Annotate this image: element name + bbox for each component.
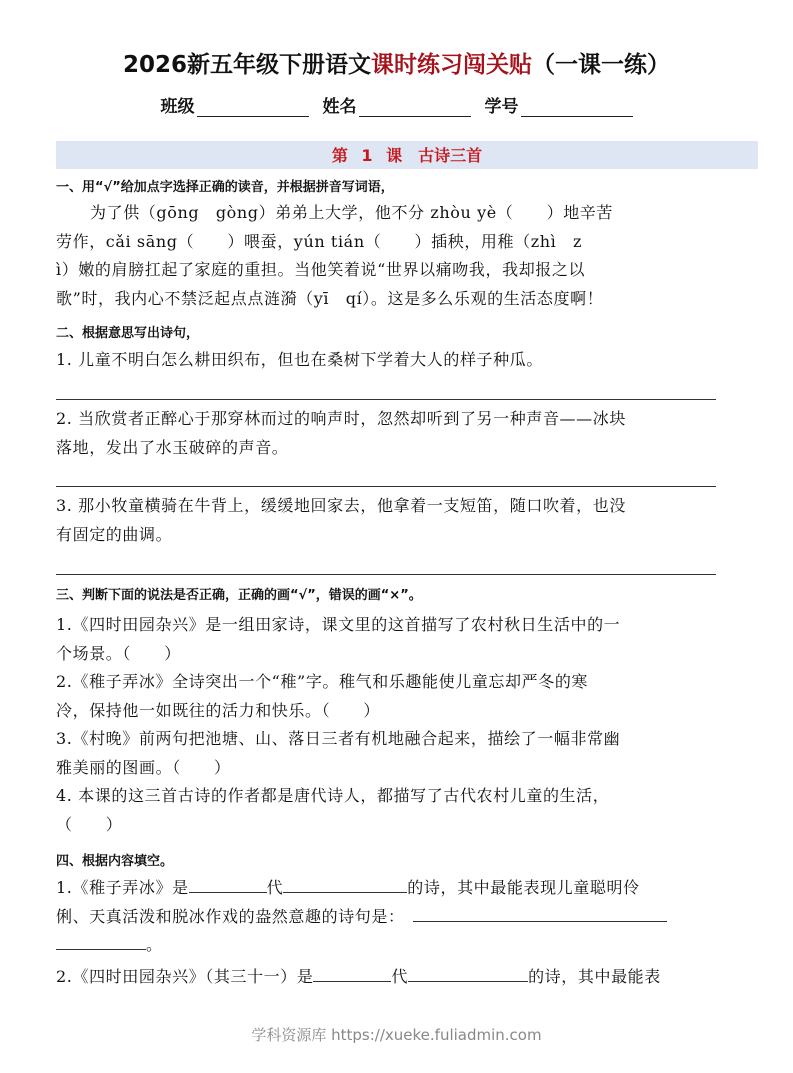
answer-line-3[interactable]: [56, 574, 716, 575]
answer-line-2[interactable]: [56, 486, 716, 487]
item-text: 3. 那小牧童横骑在牛背上，缓缓地回家去，他拿着一支短笛，随口吹着，也没: [56, 496, 626, 515]
item-text: 2. 当欣赏者正醉心于那穿林而过的响声时，忽然却听到了另一种声音——冰块: [56, 409, 626, 428]
item-text: 1.《四时田园杂兴》是一组田家诗，课文里的这首描写了农村秋日生活中的一: [56, 615, 621, 634]
item-text: 1. 儿童不明白怎么耕田织布，但也在桑树下学着大人的样子种瓜。: [56, 350, 543, 369]
paragraph-line: 歌”时，我内心不禁泛起点点涟漪（yī qí）。这是多么乐观的生活态度啊！: [56, 288, 604, 308]
section4-heading: 四、根据内容填空。: [56, 854, 174, 869]
section2-heading: 二、根据意思写出诗句，: [56, 326, 200, 341]
title-suffix: （一课一练）: [532, 52, 670, 78]
judge-item-4: [56, 782, 746, 839]
paragraph-line: 为了供（gōng gòng）弟弟上大学，他不分 zhòu yè（ ）地辛苦: [90, 203, 613, 222]
item-text: （ ）: [56, 814, 123, 834]
text-segment: 代: [266, 878, 284, 897]
footer-watermark: 学科资源库 https://xueke.fuliadmin.com: [251, 1026, 542, 1044]
section3-heading: 三、判断下面的说法是否正确，正确的画“√”，错误的画“×”。: [56, 588, 422, 603]
fill-line: [56, 903, 746, 932]
text-segment: 的诗，其中最能表: [528, 967, 661, 986]
item-text: 个场景。（ ）: [56, 643, 181, 663]
text-segment: 1.《稚子弄冰》是: [56, 878, 189, 897]
dynasty-blank[interactable]: [313, 963, 391, 982]
title-highlight: 课时练习闯关贴: [371, 52, 532, 78]
section4-item-1: [56, 874, 746, 960]
item-text: 冷，保持他一如既往的活力和快乐。（ ）: [56, 700, 381, 720]
text-segment: 2.《四时田园杂兴》（其三十一）是: [56, 967, 314, 986]
section3-items: [56, 611, 746, 839]
item-text: 2.《稚子弄冰》全诗突出一个“稚”字。稚气和乐趣能使儿童忘却严冬的寒: [56, 672, 589, 691]
judge-item-3: [56, 725, 746, 782]
paragraph-line: ì）嫩的肩膀扛起了家庭的重担。当他笑着说“世界以痛吻我，我却报之以: [56, 260, 586, 279]
verse-blank-cont[interactable]: [56, 931, 146, 950]
section1-paragraph: [56, 199, 746, 313]
name-label: 姓名: [322, 97, 357, 117]
class-input-line[interactable]: [197, 98, 309, 117]
item-text: 有固定的曲调。: [56, 524, 173, 544]
judge-item-1: [56, 611, 746, 668]
class-field: [161, 92, 309, 117]
student-id-label: 学号: [484, 97, 519, 117]
name-field: [323, 92, 471, 117]
fill-line: [56, 963, 746, 992]
class-label: 班级: [160, 97, 195, 117]
student-info-row: [0, 92, 793, 117]
paragraph-line: 劳作，cǎi sāng（ ）喂蚕，yún tián（ ）插秧，用稚（zhì z: [56, 231, 583, 251]
page-title: [0, 46, 793, 79]
text-segment: 俐、天真活泼和脱冰作戏的盎然意趣的诗句是：: [56, 906, 405, 926]
section2-item-1: [56, 346, 746, 375]
item-text: 3.《村晚》前两句把池塘、山、落日三者有机地融合起来，描绘了一幅非常幽: [56, 729, 621, 748]
text-segment: 。: [146, 935, 163, 954]
item-text: 落地，发出了水玉破碎的声音。: [56, 437, 289, 457]
lesson-title-bar: 第 1 课 古诗三首: [56, 141, 758, 169]
fill-line: [56, 874, 746, 903]
item-text: 雅美丽的图画。（ ）: [56, 757, 231, 777]
answer-line-1[interactable]: [56, 399, 716, 400]
text-segment: 的诗，其中最能表现儿童聪明伶: [407, 878, 640, 897]
title-main: 2026新五年级下册语文: [122, 52, 371, 78]
item-text: 4. 本课的这三首古诗的作者都是唐代诗人，都描写了古代农村儿童的生活，: [56, 786, 610, 805]
judge-item-2: [56, 668, 746, 725]
name-input-line[interactable]: [359, 98, 471, 117]
verse-blank[interactable]: [413, 903, 667, 922]
section4-item-2: [56, 963, 746, 992]
student-id-field: [485, 92, 633, 117]
section2-item-2: [56, 405, 746, 462]
dynasty-blank[interactable]: [189, 874, 267, 893]
fill-line: [56, 931, 746, 960]
text-segment: 代: [391, 967, 409, 986]
author-blank[interactable]: [283, 874, 407, 893]
author-blank[interactable]: [408, 963, 528, 982]
section2-item-3: [56, 492, 746, 549]
student-id-input-line[interactable]: [521, 98, 633, 117]
section1-heading: 一、用“√”给加点字选择正确的读音，并根据拼音写词语，: [56, 180, 394, 195]
